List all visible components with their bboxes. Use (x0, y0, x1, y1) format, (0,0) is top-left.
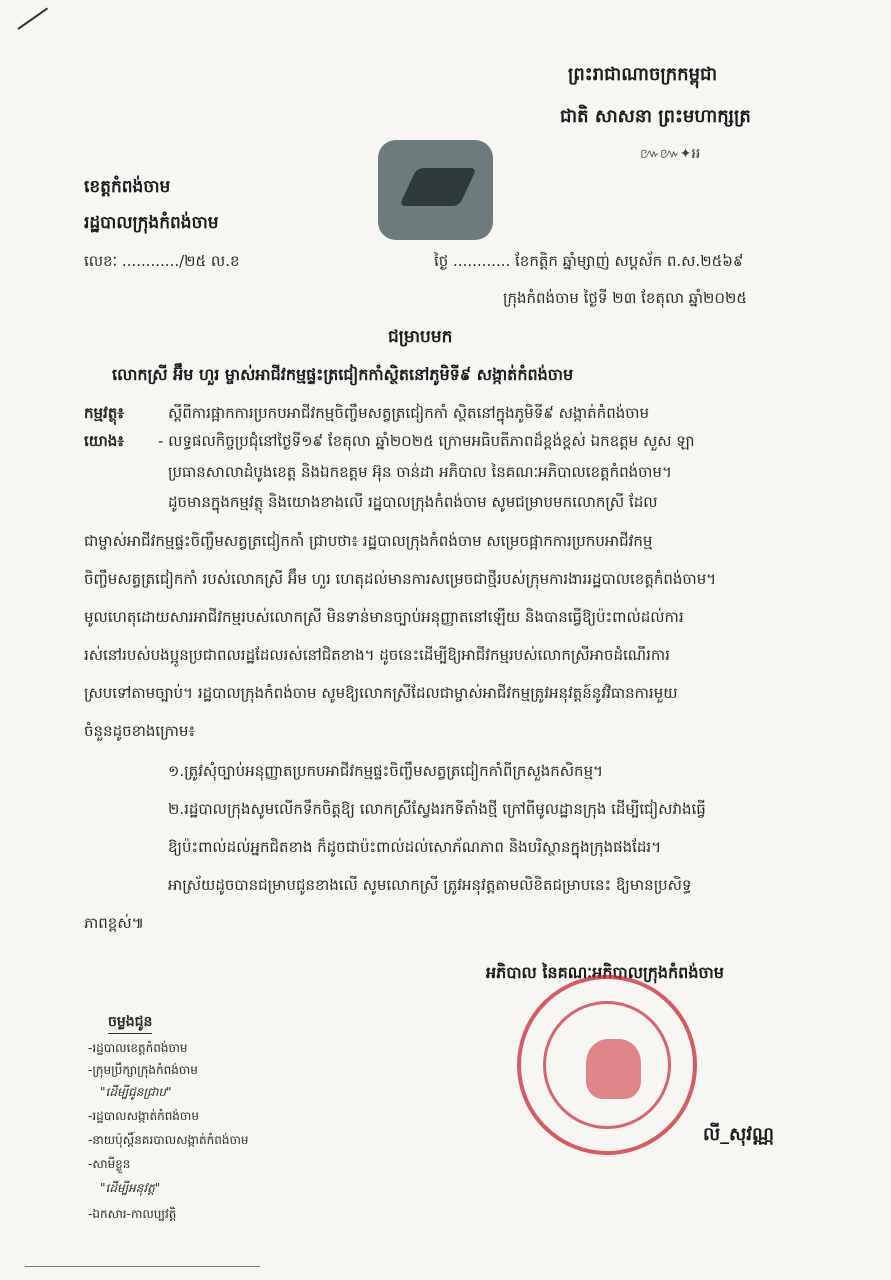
measure-item-2-line-1: ២.រដ្ឋបាលក្រុងសូមលើកទឹកចិត្តឱ្យ លោកស្រីស្វែងរកទីតាំងថ្មី ក្រៅពីមូលដ្ឋានក្រុង ដើម្បីជៀសវាងធ្វើ (168, 800, 706, 818)
distribution-note: "ដើម្បីអនុវត្ត" (100, 1181, 161, 1195)
seal-inner-ring (543, 1001, 671, 1129)
recipient-line: លោកស្រី អ៊ឹម ហួរ ម្ចាស់អាជីវកម្មផ្ទះត្រជៀកកាំស្ថិតនៅភូមិទី៩ សង្កាត់កំពង់ចាម (112, 365, 574, 384)
distribution-item: -នាយប៉ុស្តិ៍នគរបាលសង្កាត់កំពង់ចាម (88, 1133, 249, 1147)
distribution-item: -ឯកសារ-កាលប្បវត្តិ (88, 1207, 177, 1221)
measure-item-1: ១.ត្រូវសុំច្បាប់អនុញ្ញាតប្រកបអាជីវកម្មផ្ទះចិញ្ចឹមសត្វត្រជៀកកាំពីក្រសួងកសិកម្ម។ (168, 762, 603, 780)
subject-label: កម្មវត្ថុ៖ (84, 404, 124, 422)
closing-line-1: អាស្រ័យដូចបានជម្រាបជូនខាងលើ សូមលោកស្រី ត្រូវអនុវត្តតាមលិខិតជម្រាបនេះ ឱ្យមានប្រសិទ្ធ (168, 876, 692, 894)
signatory-name: លី_សុវណ្ណ (703, 1124, 774, 1145)
administration-name: រដ្ឋបាលក្រុងកំពង់ចាម (84, 213, 219, 233)
body-line-5: រស់នៅរបស់បងប្អូនប្រជាពលរដ្ឋដែលរស់នៅជិតខាង។ ដូចនេះដើម្បីឱ្យអាជីវកម្មរបស់លោកស្រីអាចដំណើរការ (84, 646, 670, 664)
city-logo-icon (378, 140, 493, 240)
signatory-title: អភិបាល នៃគណៈអភិបាលក្រុងកំពង់ចាម (486, 963, 724, 982)
body-line-4: មូលហេតុដោយសារអាជីវកម្មរបស់លោកស្រី មិនទាន់មានច្បាប់អនុញ្ញាតនៅឡើយ និងបានធ្វើឱ្យប៉ះពាល់ដល់ការ (84, 608, 684, 626)
lunar-date: ថ្ងៃ ............ ខែកត្តិក ឆ្នាំម្សាញ់ សប្តស័ក ព.ស.២៥៦៩ (434, 252, 744, 270)
reference-line-1: - លទ្ធផលកិច្ចប្រជុំនៅថ្ងៃទី១៩ ខែតុលា ឆ្នាំ២០២៥ ក្រោមអធិបតីភាពដ៏ខ្ពង់ខ្ពស់ ឯកឧត្តម សួស ឡា (158, 432, 695, 450)
reference-number: លេខៈ ............/២៥ ល.ខ (84, 252, 240, 270)
distribution-item: -សាមីខ្លួន (88, 1157, 131, 1171)
corner-mark (17, 8, 48, 30)
body-line-6: ស្របទៅតាមច្បាប់។ រដ្ឋបាលក្រុងកំពង់ចាម សូមឱ្យលោកស្រីដែលជាម្ចាស់អាជីវកម្មត្រូវអនុវត្តន៍នូវវិធានការមួយ (84, 684, 678, 702)
subject-text: ស្តីពីការផ្អាកការប្រកបអាជីវកម្មចិញ្ចឹមសត្វត្រជៀកកាំ ស្ថិតនៅក្នុងភូមិទី៩ សង្កាត់កំពង់ចាម (168, 404, 650, 422)
bottom-divider (25, 1266, 260, 1267)
distribution-note: "ដើម្បីជូនជ្រាប" (100, 1085, 172, 1099)
reference-label: យោង៖ (84, 432, 124, 450)
body-line-2: ជាម្ចាស់អាជីវកម្មផ្ទះចិញ្ចឹមសត្វត្រជៀកកាំ ជ្រាបថា៖ រដ្ឋបាលក្រុងកំពង់ចាម សម្រេចផ្អាកការប្រកបអាជីវកម្ម (84, 532, 653, 550)
distribution-item: -រដ្ឋបាលសង្កាត់កំពង់ចាម (88, 1109, 199, 1123)
national-motto: ជាតិ សាសនា ព្រះមហាក្សត្រ (560, 106, 751, 127)
distribution-item: -ក្រុមប្រឹក្សាក្រុងកំពង់ចាម (88, 1063, 198, 1077)
body-line-3: ចិញ្ចឹមសត្វត្រជៀកកាំ របស់លោកស្រី អ៊ឹម ហួរ ហេតុដល់មានការសម្រេចជាថ្មីរបស់ក្រុមការងាររដ្ឋបាលខេត្តកំពង់ចាម។ (84, 570, 717, 588)
measure-item-2-line-2: ឱ្យប៉ះពាល់ដល់អ្នកជិតខាង ក៏ដូចជាប៉ះពាល់ដល់សោភ័ណភាព និងបរិស្ថានក្នុងក្រុងផងដែរ។ (168, 838, 662, 856)
ornament-divider: ៚៚✦៛៛ (640, 146, 701, 162)
kingdom-title: ព្រះរាជាណាចក្រកម្ពុជា (568, 64, 718, 85)
body-line-7: ចំនួនដូចខាងក្រោម៖ (84, 722, 196, 740)
body-line-1: ដូចមានក្នុងកម្មវត្ថុ និងយោងខាងលើ រដ្ឋបាលក្រុងកំពង់ចាម សូមជម្រាបមកលោកស្រី ដែល (168, 493, 658, 511)
logo-emblem-shape (399, 168, 477, 206)
seal-emblem (586, 1039, 641, 1099)
distribution-item: -រដ្ឋបាលខេត្តកំពង់ចាម (88, 1041, 188, 1055)
solar-date: ក្រុងកំពង់ចាម ថ្ងៃទី ២៣ ខែតុលា ឆ្នាំ២០២៥ (503, 289, 747, 307)
distribution-heading: ចម្លងជូន (108, 1012, 152, 1034)
letter-heading: ជម្រាបមក (388, 327, 453, 347)
province-name: ខេត្តកំពង់ចាម (84, 177, 171, 197)
closing-line-2: ភាពខ្ពស់៕ (84, 914, 145, 932)
reference-line-2: ប្រធានសាលាដំបូងខេត្ត និងឯកឧត្តម អ៊ុន ចាន់ដា អភិបាល នៃគណៈអភិបាលខេត្តកំពង់ចាម។ (168, 463, 672, 481)
official-seal-icon (517, 975, 697, 1155)
